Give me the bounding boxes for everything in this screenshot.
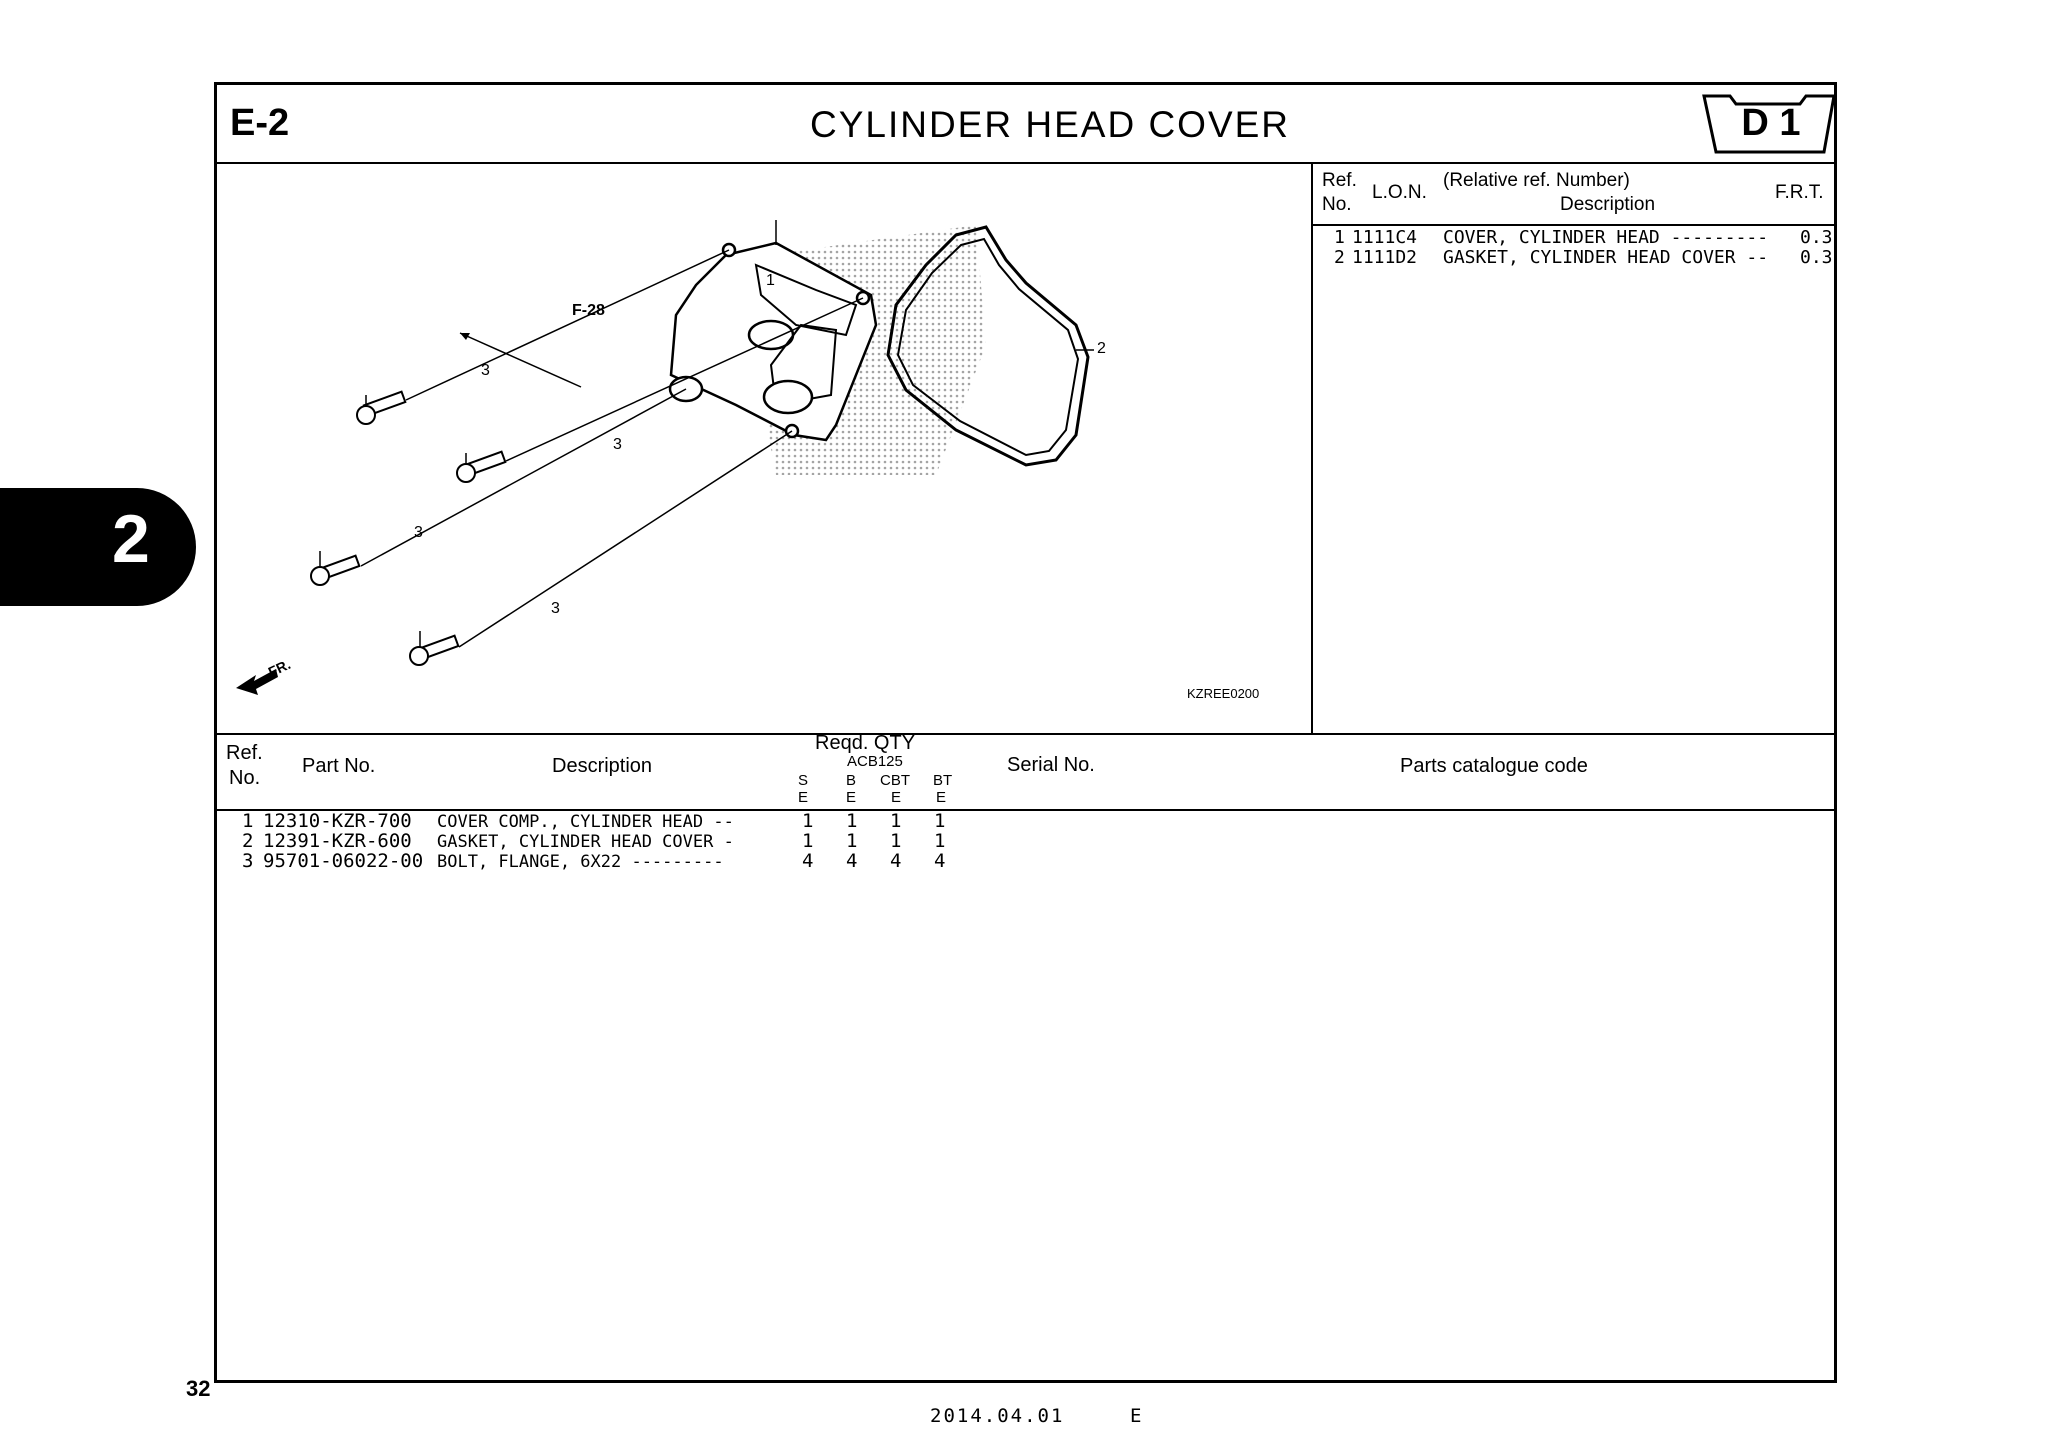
parts-row-part-no: 12310-KZR-700: [263, 810, 412, 832]
parts-no-label: No.: [229, 767, 261, 789]
bolt-2: [457, 452, 505, 482]
parts-row-qty: 1: [890, 810, 902, 832]
variant-bottom: E: [846, 789, 857, 806]
callout-3: 3: [481, 362, 490, 379]
model-code: D 1: [1741, 102, 1801, 144]
callout-3: 3: [414, 524, 423, 541]
parts-row-part-no: 95701-06022-00: [263, 850, 424, 872]
parts-row-qty: 1: [890, 830, 902, 852]
parts-row-qty: 4: [846, 850, 858, 872]
frt-row-description: COVER, CYLINDER HEAD ---------: [1443, 227, 1769, 248]
footer-code: E: [1130, 1405, 1142, 1427]
footer-date: 2014.04.01: [930, 1405, 1065, 1427]
callout-1: 1: [766, 272, 775, 289]
section-code: E-2: [230, 102, 290, 144]
section-tab-number: 2: [112, 501, 150, 577]
title-divider: [214, 162, 1837, 164]
parts-row-ref: 1: [242, 810, 254, 832]
parts-row-description: COVER COMP., CYLINDER HEAD --: [437, 812, 734, 832]
variant-top: B: [846, 772, 857, 789]
section-tab: [0, 488, 196, 606]
parts-part-no-label: Part No.: [302, 755, 376, 777]
parts-row-qty: 1: [802, 810, 814, 832]
frt-no-label: No.: [1322, 194, 1352, 215]
parts-description-label: Description: [552, 755, 653, 777]
frt-row-ref: 2: [1334, 247, 1345, 268]
reference-f28: F-28: [572, 302, 605, 319]
figure-divider: [214, 733, 1837, 735]
catalogue-code-label: Parts catalogue code: [1400, 755, 1588, 777]
page-title: CYLINDER HEAD COVER: [809, 104, 1291, 145]
parts-header-divider: [214, 809, 1837, 811]
frt-lon-label: L.O.N.: [1372, 182, 1427, 203]
parts-row-qty: 1: [846, 810, 858, 832]
parts-row-qty: 4: [802, 850, 814, 872]
parts-row-qty: 4: [934, 850, 946, 872]
frt-description-label: Description: [1560, 194, 1656, 215]
parts-row-ref: 2: [242, 830, 254, 852]
variant-top: CBT: [880, 772, 910, 789]
variant-bottom: E: [936, 789, 947, 806]
parts-row-ref: 3: [242, 850, 254, 872]
parts-row-description: GASKET, CYLINDER HEAD COVER -: [437, 832, 734, 852]
bolt-1: [357, 392, 405, 424]
bolt-parts: [311, 392, 505, 665]
frt-relative-ref-label: (Relative ref. Number): [1443, 170, 1630, 191]
figure-code: KZREE0200: [1187, 686, 1260, 701]
variant-bottom: E: [891, 789, 902, 806]
frt-row-frt: 0.3: [1800, 247, 1833, 268]
variant-top: S: [798, 772, 809, 789]
parts-row-qty: 1: [802, 830, 814, 852]
callout-3: 3: [551, 600, 560, 617]
parts-ref-label: Ref.: [226, 742, 263, 764]
parts-row-qty: 1: [846, 830, 858, 852]
frt-row-lon: 1111D2: [1352, 247, 1418, 268]
variant-top: BT: [933, 772, 953, 789]
callout-3: 3: [613, 436, 622, 453]
frt-row-ref: 1: [1334, 227, 1345, 248]
page-number: 32: [186, 1376, 211, 1401]
serial-no-label: Serial No.: [1007, 754, 1095, 776]
parts-row-description: BOLT, FLANGE, 6X22 ---------: [437, 852, 724, 872]
parts-row-part-no: 12391-KZR-600: [263, 830, 412, 852]
parts-row-qty: 4: [890, 850, 902, 872]
figure-frt-divider: [1311, 163, 1313, 734]
bolt-4: [410, 636, 458, 665]
frt-header-divider: [1312, 224, 1836, 226]
parts-row-qty: 1: [934, 830, 946, 852]
bolt-3: [311, 556, 359, 585]
reqd-qty-label: Reqd. QTY: [815, 732, 916, 754]
frt-ref-label: Ref.: [1322, 170, 1357, 191]
frt-row-description: GASKET, CYLINDER HEAD COVER --: [1443, 247, 1769, 268]
frt-row-frt: 0.3: [1800, 227, 1833, 248]
parts-row-qty: 1: [934, 810, 946, 832]
frt-frt-label: F.R.T.: [1775, 182, 1824, 203]
front-label: FR.: [265, 655, 293, 681]
frt-row-lon: 1111C4: [1352, 227, 1418, 248]
variant-bottom: E: [798, 789, 809, 806]
callout-2: 2: [1097, 340, 1106, 357]
exploded-diagram: [216, 165, 1310, 731]
model-label: ACB125: [847, 753, 903, 770]
